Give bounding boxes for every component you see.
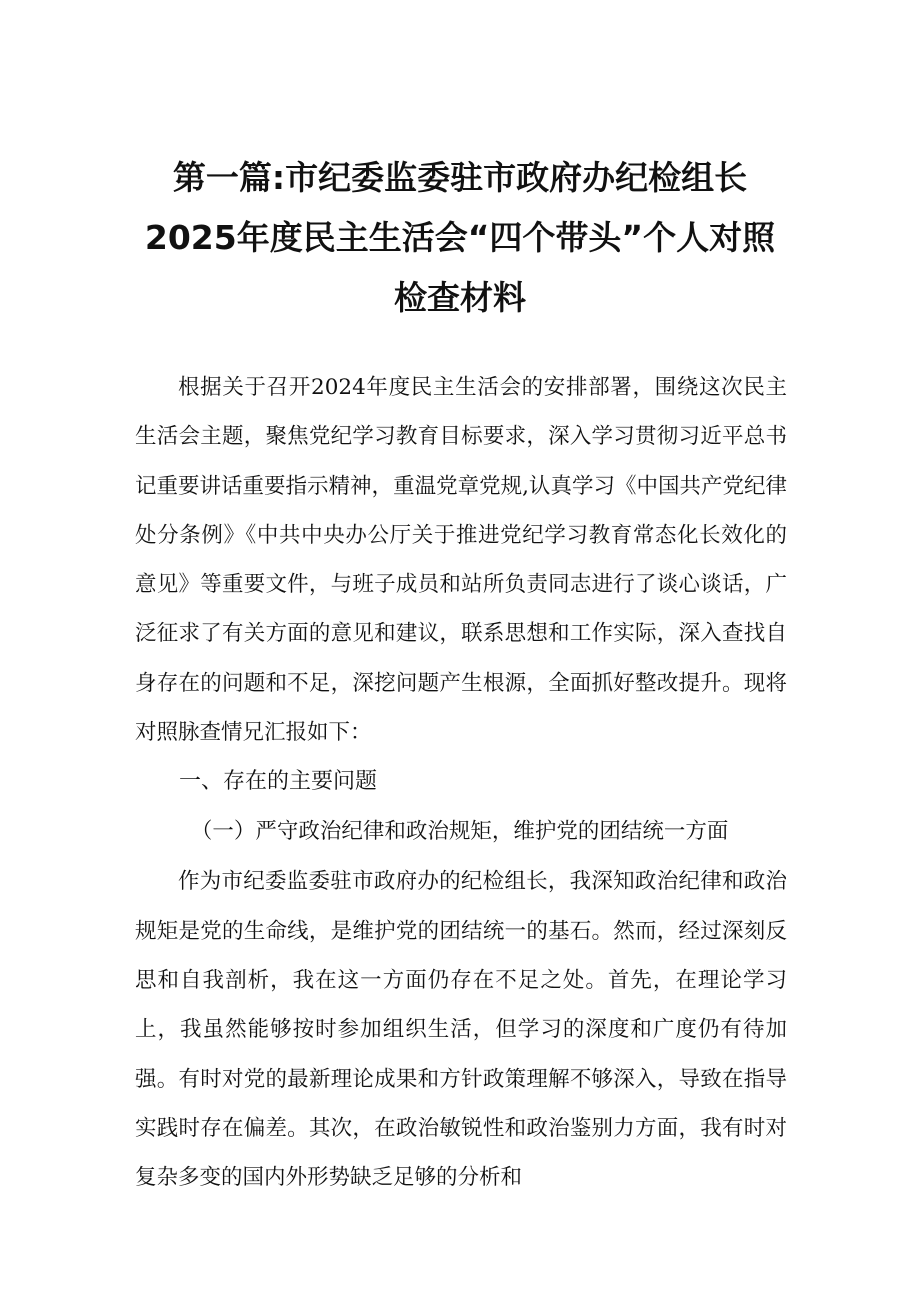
subsection-heading: （一）严守政治纪律和政治规矩，维护党的团结统一方面 [190, 819, 729, 845]
body-paragraph: 作为市纪委监委驻市政府办的纪检组长，我深知政治纪律和政治规矩是党的生命线，是维护党的团结统一的基石。然而，经过深刻反思和自我剖析，我在这一方面仍存在不足之处。首先，在理论学习上，我虽然能够按时参加组织生活，但学习的深度和广度仍有待加强。有时对党的最新理论成果和方针政策理解不够深入，导致在指导实践时存在偏差。其次，在政治敏锐性和政治鉴别力方面，我有时对复杂多变的国内外形势缺乏足够的分析和 [135, 869, 787, 1191]
title-line-3: 检查材料 [394, 278, 526, 317]
intro-paragraph: 根据关于召开2024年度民主生活会的安排部署，围绕这次民主生活会主题，聚焦党纪学习教育目标要求，深入学习贯彻习近平总书记重要讲话重要指示精神，重温党章党规,认真学习《中国共产党纪律处分条例》《中共中央办公厅关于推进党纪学习教育常态化长效化的意见》等重要文件，与班子成员和站所负责同志进行了谈心谈话，广泛征求了有关方面的意见和建议，联系思想和工作实际，深入查找自身存在的问题和不足，深挖问题产生根源，全面抓好整改提升。现将对照脉查情兄汇报如下： [135, 375, 787, 746]
title-line-2: 2025年度民主生活会“四个带头”个人对照 [144, 218, 776, 257]
section-heading: 一、存在的主要问题 [179, 769, 378, 795]
document-title [120, 148, 800, 328]
title-line-1: 第一篇:市纪委监委驻市政府办纪检组长 [172, 158, 748, 197]
document-body [135, 363, 787, 1202]
